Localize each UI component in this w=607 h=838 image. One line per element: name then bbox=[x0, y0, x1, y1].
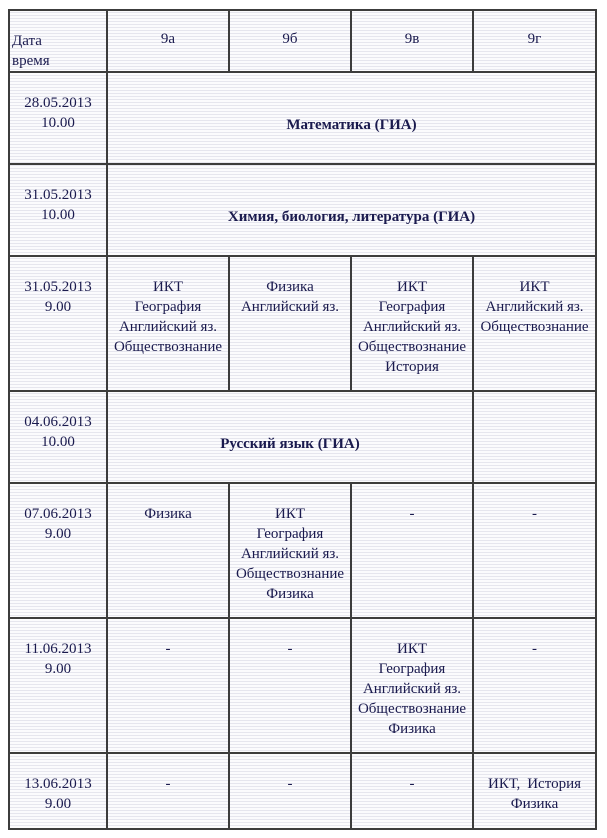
time-text: 10.00 bbox=[41, 115, 75, 131]
header-label-time: время bbox=[12, 53, 50, 69]
class-header-9b: 9б bbox=[229, 10, 351, 72]
subject-text: - bbox=[532, 641, 537, 657]
table-row bbox=[9, 72, 596, 164]
subject-text: - bbox=[409, 776, 415, 792]
subject-text: ИКТ, bbox=[487, 776, 521, 792]
subject-text: Английский яз. bbox=[362, 681, 462, 697]
subject-text: География bbox=[134, 299, 202, 315]
date-cell bbox=[9, 618, 107, 753]
exam-merged-cell: Математика (ГИА) bbox=[107, 72, 596, 164]
subject-text: ИКТ bbox=[153, 279, 183, 295]
subject-text: Обществознание bbox=[357, 701, 467, 717]
subject-text: - bbox=[532, 506, 537, 522]
time-text: 9.00 bbox=[44, 526, 72, 542]
date-text: 31.05.2013 bbox=[24, 279, 92, 295]
table-row bbox=[9, 618, 596, 753]
date-cell bbox=[9, 72, 107, 164]
subject-text: Физика bbox=[388, 721, 436, 737]
time-text: 9.00 bbox=[44, 661, 72, 677]
subject-cell bbox=[473, 753, 596, 829]
subject-text: География bbox=[378, 299, 446, 315]
date-text: 31.05.2013 bbox=[24, 187, 92, 203]
subject-text: ИКТ bbox=[397, 279, 427, 295]
date-cell bbox=[9, 164, 107, 256]
subject-cell bbox=[229, 618, 351, 753]
subject-cell bbox=[229, 483, 351, 618]
subject-text: Английский яз. bbox=[362, 319, 462, 335]
date-cell bbox=[9, 483, 107, 618]
date-cell bbox=[9, 391, 107, 483]
subject-cell bbox=[107, 618, 229, 753]
subject-text: - bbox=[287, 776, 293, 792]
table-row bbox=[9, 164, 596, 256]
subject-pair bbox=[475, 774, 594, 794]
subject-text: Английский яз. bbox=[485, 299, 584, 315]
date-cell bbox=[9, 256, 107, 391]
subject-cell bbox=[351, 483, 473, 618]
exam-merged-cell: Русский язык (ГИА) bbox=[107, 391, 473, 483]
table-row bbox=[9, 391, 596, 483]
subject-text: Физика bbox=[266, 586, 314, 602]
subject-cell bbox=[107, 483, 229, 618]
table-row bbox=[9, 256, 596, 391]
class-header-9a: 9а bbox=[107, 10, 229, 72]
subject-text: Физика bbox=[266, 279, 314, 295]
exam-schedule-table bbox=[8, 9, 597, 830]
exam-merged-cell: Химия, биология, литература (ГИА) bbox=[107, 164, 596, 256]
subject-text: Обществознание bbox=[235, 566, 345, 582]
date-text: 13.06.2013 bbox=[24, 776, 92, 792]
date-text: 11.06.2013 bbox=[24, 641, 92, 657]
subject-cell bbox=[351, 618, 473, 753]
time-text: 9.00 bbox=[44, 796, 72, 812]
date-text: 28.05.2013 bbox=[24, 95, 92, 111]
subject-text: География bbox=[378, 661, 446, 677]
subject-text: История bbox=[527, 776, 581, 792]
empty-cell bbox=[473, 391, 596, 483]
subject-cell bbox=[107, 753, 229, 829]
date-cell bbox=[9, 753, 107, 829]
header-label-date: Дата bbox=[12, 33, 42, 49]
subject-text: - bbox=[165, 641, 171, 657]
subject-cell bbox=[351, 753, 473, 829]
time-text: 9.00 bbox=[44, 299, 72, 315]
class-header-9v: 9в bbox=[351, 10, 473, 72]
subject-text: Физика bbox=[510, 796, 559, 812]
subject-text: География bbox=[256, 526, 324, 542]
date-time-header bbox=[9, 10, 107, 72]
subject-text: ИКТ bbox=[519, 279, 550, 295]
date-text: 04.06.2013 bbox=[24, 414, 92, 430]
subject-text: ИКТ bbox=[397, 641, 427, 657]
table-row bbox=[9, 753, 596, 829]
table-row bbox=[9, 483, 596, 618]
subject-text: - bbox=[287, 641, 293, 657]
subject-text: Обществознание bbox=[113, 339, 223, 355]
subject-cell bbox=[351, 256, 473, 391]
class-header-9g: 9г bbox=[473, 10, 596, 72]
subject-text: Английский яз. bbox=[240, 299, 340, 315]
subject-text: История bbox=[385, 359, 439, 375]
subject-text: Физика bbox=[144, 506, 192, 522]
time-text: 10.00 bbox=[41, 434, 75, 450]
subject-text: Английский яз. bbox=[240, 546, 340, 562]
subject-cell bbox=[473, 618, 596, 753]
subject-text: Обществознание bbox=[480, 319, 589, 335]
subject-cell bbox=[107, 256, 229, 391]
subject-text: Английский яз. bbox=[118, 319, 218, 335]
subject-cell bbox=[473, 483, 596, 618]
date-text: 07.06.2013 bbox=[24, 506, 92, 522]
subject-text: Обществознание bbox=[357, 339, 467, 355]
subject-cell bbox=[229, 256, 351, 391]
subject-cell bbox=[473, 256, 596, 391]
subject-cell bbox=[229, 753, 351, 829]
subject-text: - bbox=[165, 776, 171, 792]
subject-text: - bbox=[409, 506, 415, 522]
time-text: 10.00 bbox=[41, 207, 75, 223]
header-row bbox=[9, 10, 596, 72]
subject-text: ИКТ bbox=[275, 506, 305, 522]
